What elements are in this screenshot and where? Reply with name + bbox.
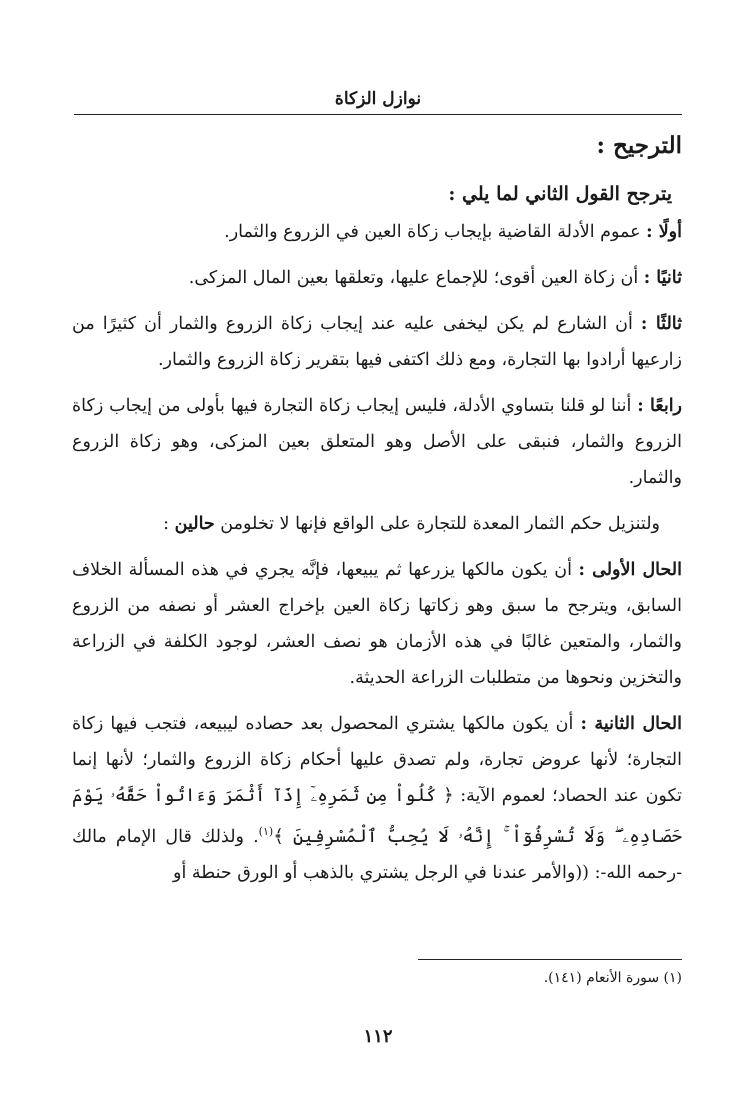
header-rule — [74, 114, 682, 115]
case-2 — [72, 706, 682, 891]
case-text: أن يكون مالكها يشتري المحصول بعد حصاده ليبيعه، فتجب فيها زكاة التجارة؛ لأنها عروض تجارة، ولم تصدق عليها أحكام زكاة الزروع والثمار؛ لأنها إنما تكون عند الحصاد؛ لعموم الآية: — [72, 714, 682, 806]
intro-text: ولتنزيل حكم الثمار المعدة للتجارة على الواقع فإنها لا تخلومن — [214, 514, 660, 534]
section-heading: الترجيح : — [596, 132, 682, 159]
section-subheading: يترجح القول الثاني لما يلي : — [448, 183, 672, 205]
reason-text: أننا لو قلنا بتساوي الأدلة، فليس إيجاب زكاة التجارة فيها بأولى من إيجاب زكاة الزروع والثمار، فنبقى على الأصل وهو المتعلق بعين المزكى، وهو زكاة الزروع والثمار. — [72, 396, 682, 488]
reason-2 — [72, 260, 682, 296]
reason-label: ثالثًا : — [640, 314, 682, 334]
cases-intro — [72, 506, 682, 542]
case-1 — [72, 552, 682, 696]
reason-text: أن زكاة العين أقوى؛ للإجماع عليها، وتعلقها بعين المال المزكى. — [188, 268, 644, 288]
reason-text: أن الشارع لم يكن ليخفى عليه عند إيجاب زكاة الزروع والثمار أن كثيرًا من زارعيها أرادوا بها التجارة، ومع ذلك اكتفى فيها بتقرير زكاة الزروع والثمار. — [72, 314, 682, 370]
intro-bold: حالين — [174, 514, 215, 534]
footnote: (١) سورة الأنعام (١٤١). — [543, 970, 682, 986]
case-label: الحال الثانية : — [580, 714, 682, 734]
reason-label: رابعًا : — [637, 396, 683, 416]
running-header: نوازل الزكاة — [334, 89, 422, 109]
reason-3 — [72, 306, 682, 378]
reason-text: عموم الأدلة القاضية بإيجاب زكاة العين في الزروع والثمار. — [224, 222, 647, 242]
page-number: ١١٢ — [363, 1026, 393, 1047]
reason-1 — [72, 214, 682, 250]
case-text-continued: . ولذلك قال الإمام مالك -رحمه الله-: ((والأمر عندنا في الرجل يشتري بالذهب أو الورق حنطة أو — [72, 826, 682, 883]
case-text: أن يكون مالكها يزرعها ثم يبيعها، فإنَّه يجري في هذه المسألة الخلاف السابق، ويترجح ما سبق وهو زكاتها زكاة العين بإخراج العشر أو نصفه من الزروع والثمار، والمتعين غالبًا في هذه الأزمان هو نصف العشر، لوجود الكلفة في الزراعة والتخزين ونحوها من متطلبات الزراعة الحديثة. — [72, 560, 682, 688]
case-label: الحال الأولى : — [578, 560, 682, 580]
footnote-rule — [418, 959, 682, 960]
reason-label: ثانيًا : — [643, 268, 682, 288]
intro-end: : — [163, 514, 175, 534]
body-text — [72, 126, 682, 901]
reason-4 — [72, 388, 682, 496]
quran-verse: ﴿ كُلُواْ مِن ثَمَرِهِۦٓ إِذَآ أَثْمَرَ وَءَاتُواْ حَقَّهُۥ يَوْمَ حَصَادِهِۦ ۖ وَلَا تُسْرِفُوٓاْ ۚ إِنَّهُۥ لَا يُحِبُّ ٱلْمُسْرِفِينَ ﴾ — [72, 785, 682, 847]
reason-label: أولًا : — [646, 222, 682, 242]
footnote-reference[interactable]: (١) — [258, 825, 274, 838]
